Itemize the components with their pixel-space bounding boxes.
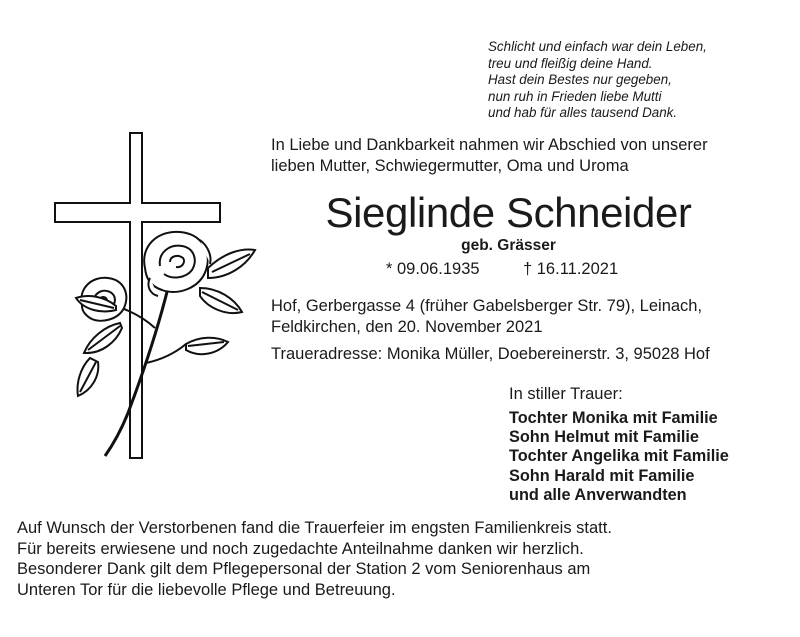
mourner-item: Sohn Helmut mit Familie	[509, 428, 699, 447]
closing-line: Auf Wunsch der Verstorbenen fand die Trauerfeier im engsten Familienkreis statt.	[17, 519, 612, 537]
death-date: † 16.11.2021	[523, 260, 619, 278]
closing-line: Besonderer Dank gilt dem Pflegepersonal der Station 2 vom Seniorenhaus am	[17, 560, 591, 578]
maiden-name: geb. Grässer	[461, 237, 556, 254]
poem-line: und hab für alles tausend Dank.	[488, 105, 678, 121]
mourners-list	[509, 409, 789, 505]
mourner-item: Tochter Angelika mit Familie	[509, 447, 729, 466]
farewell-intro	[271, 135, 791, 177]
closing-thanks	[17, 518, 777, 600]
place-and-date	[271, 296, 791, 338]
mourner-item: Sohn Harald mit Familie	[509, 466, 695, 485]
deceased-name: Sieglinde Schneider	[325, 189, 692, 236]
memorial-poem	[488, 39, 788, 122]
mourning-address: Traueradresse: Monika Müller, Doebereinerstr. 3, 95028 Hof	[271, 345, 710, 363]
birth-date: * 09.06.1935	[386, 260, 480, 278]
place-line: Feldkirchen, den 20. November 2021	[271, 318, 543, 336]
cross-with-roses-icon	[50, 128, 260, 463]
closing-line: Unteren Tor für die liebevolle Pflege und Betreuung.	[17, 580, 396, 599]
life-dates	[386, 259, 686, 279]
mourning-label: In stiller Trauer:	[509, 385, 623, 403]
closing-line: Für bereits erwiesene und noch zugedachte Anteilnahme danken wir herzlich.	[17, 539, 584, 558]
poem-line: treu und fleißig deine Hand.	[488, 55, 653, 71]
poem-line: Hast dein Bestes nur gegeben,	[488, 72, 672, 88]
mourner-item: und alle Anverwandten	[509, 485, 687, 504]
poem-line: nun ruh in Frieden liebe Mutti	[488, 88, 662, 104]
mourner-item: Tochter Monika mit Familie	[509, 409, 718, 427]
poem-line: Schlicht und einfach war dein Leben,	[488, 39, 707, 54]
place-line: Hof, Gerbergasse 4 (früher Gabelsberger Str. 79), Leinach,	[271, 297, 703, 315]
intro-line: In Liebe und Dankbarkeit nahmen wir Abschied von unserer	[271, 136, 708, 154]
intro-line: lieben Mutter, Schwiegermutter, Oma und Uroma	[271, 157, 629, 175]
